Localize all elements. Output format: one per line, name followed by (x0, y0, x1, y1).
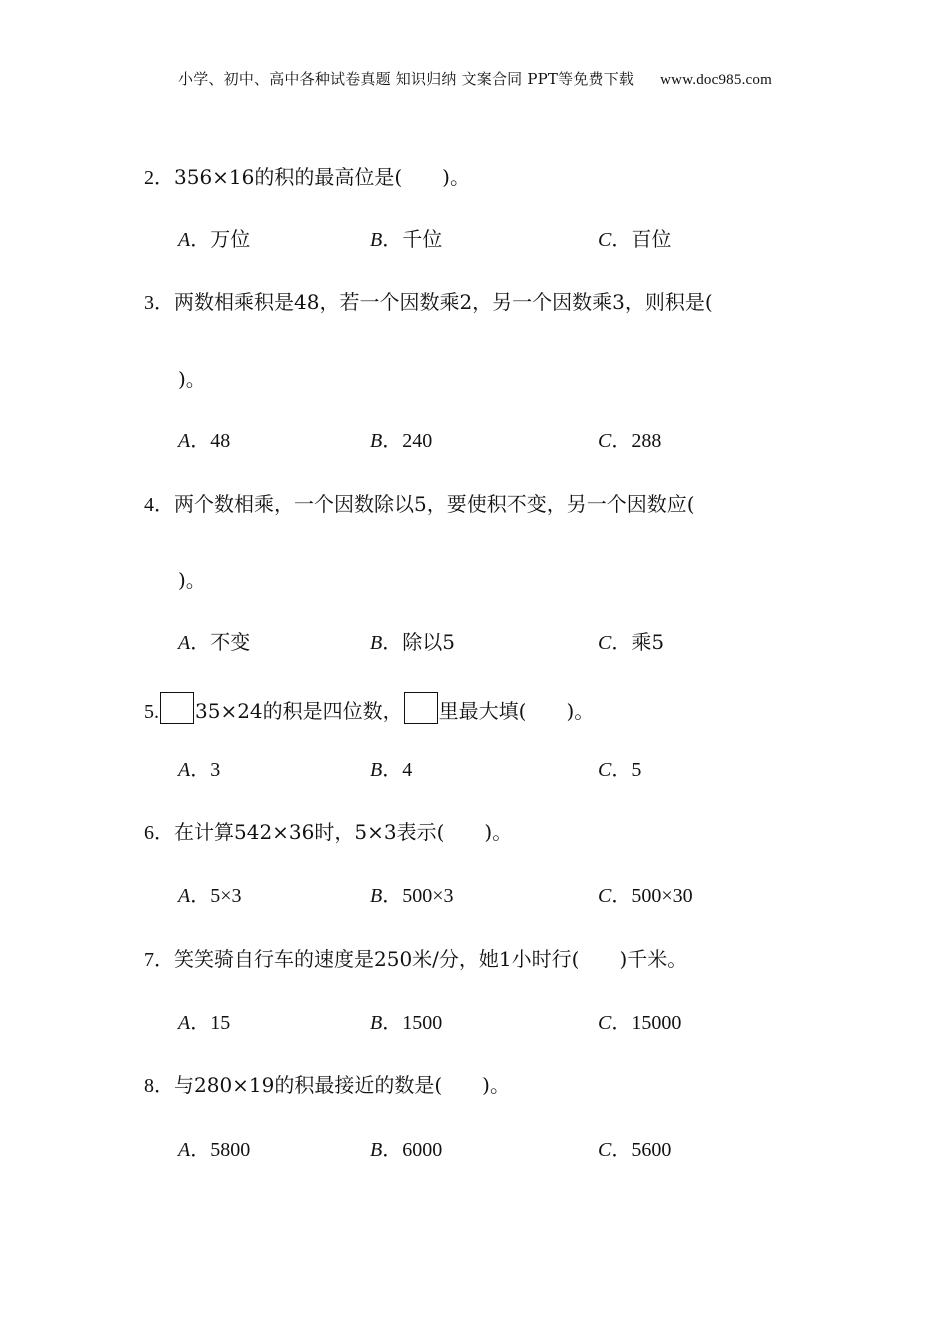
option-sep: ． (190, 428, 211, 452)
option-a (178, 226, 250, 253)
option-letter: B (370, 229, 383, 251)
option-c (598, 756, 641, 783)
question-6-stem (144, 819, 512, 846)
option-sep: ． (190, 227, 211, 251)
option-letter: C (598, 759, 612, 781)
question-number: 2． (144, 167, 174, 189)
option-sep: ． (611, 227, 632, 251)
option-letter: A (178, 229, 191, 251)
option-text: 百位 (631, 227, 672, 251)
option-letter: A (178, 430, 191, 452)
option-sep: ． (382, 428, 403, 452)
option-letter: C (598, 1012, 612, 1034)
option-a (178, 629, 250, 656)
option-sep: ． (190, 630, 211, 654)
question-number: 4． (144, 494, 174, 516)
option-letter: C (598, 229, 612, 251)
header-site: www.doc985.com (660, 72, 772, 88)
option-text: 5800 (210, 1139, 251, 1161)
option-a (178, 1136, 250, 1163)
option-sep: ． (611, 1137, 632, 1161)
option-sep: ． (611, 757, 632, 781)
option-b (370, 756, 412, 783)
option-letter: C (598, 885, 612, 907)
option-letter: B (370, 430, 383, 452)
option-sep: ． (611, 428, 632, 452)
question-number: 8． (144, 1075, 174, 1097)
question-3-stem-cont: )。 (178, 367, 206, 391)
option-b (370, 1136, 442, 1163)
option-text: 5 (631, 759, 642, 781)
question-text: 在计算542×36时，5×3表示( )。 (174, 820, 513, 844)
option-sep: ． (382, 757, 403, 781)
option-letter: B (370, 885, 383, 907)
option-text: 1500 (402, 1012, 443, 1034)
option-a (178, 1009, 230, 1036)
question-text: 笑笑骑自行车的速度是250米/分，她1小时行( )千米。 (174, 947, 688, 971)
option-letter: B (370, 759, 383, 781)
header-text: 小学、初中、高中各种试卷真题 知识归纳 文案合同 PPT等免费下载 (178, 70, 635, 88)
option-sep: ． (382, 883, 403, 907)
option-text: 15000 (631, 1012, 682, 1034)
option-sep: ． (611, 630, 632, 654)
option-letter: A (178, 1012, 191, 1034)
option-letter: B (370, 632, 383, 654)
option-letter: A (178, 885, 191, 907)
option-b (370, 427, 432, 454)
option-sep: ． (190, 883, 211, 907)
option-sep: ． (611, 1010, 632, 1034)
page-header (0, 68, 950, 89)
question-number: 6． (144, 822, 174, 844)
option-letter: C (598, 632, 612, 654)
option-text: 5×3 (210, 885, 242, 907)
question-7-stem (144, 946, 687, 973)
option-c (598, 1009, 681, 1036)
option-c (598, 226, 671, 253)
option-text: 除以5 (402, 630, 455, 654)
option-text: 500×30 (631, 885, 693, 907)
option-letter: A (178, 1139, 191, 1161)
question-text: 两个数相乘，一个因数除以5，要使积不变，另一个因数应( (174, 492, 695, 516)
question-3-stem (144, 289, 713, 316)
blank-box (404, 692, 438, 724)
option-letter: C (598, 430, 612, 452)
option-b (370, 1009, 442, 1036)
option-sep: ． (382, 227, 403, 251)
question-5-stem (144, 692, 594, 725)
option-c (598, 882, 693, 909)
option-sep: ． (611, 883, 632, 907)
option-sep: ． (382, 630, 403, 654)
option-text: 500×3 (402, 885, 454, 907)
option-text: 5600 (631, 1139, 672, 1161)
option-b (370, 629, 455, 656)
question-4-stem-cont: )。 (178, 568, 206, 592)
option-text: 15 (210, 1012, 231, 1034)
blank-box (160, 692, 194, 724)
question-number: 5. (144, 701, 159, 723)
option-text: 不变 (210, 630, 251, 654)
option-letter: B (370, 1012, 383, 1034)
option-text: 万位 (210, 227, 251, 251)
question-8-stem (144, 1072, 510, 1099)
option-text: 乘5 (631, 630, 665, 654)
question-number: 7． (144, 949, 174, 971)
question-text-part1: 35×24的积是四位数， (195, 699, 403, 723)
option-c (598, 629, 664, 656)
option-letter: C (598, 1139, 612, 1161)
option-text: 288 (631, 430, 662, 452)
option-sep: ． (382, 1137, 403, 1161)
option-sep: ． (190, 1137, 211, 1161)
option-a (178, 427, 230, 454)
option-letter: A (178, 632, 191, 654)
option-sep: ． (190, 757, 211, 781)
option-b (370, 226, 442, 253)
option-text: 6000 (402, 1139, 443, 1161)
option-b (370, 882, 454, 909)
option-text: 千位 (402, 227, 443, 251)
option-a (178, 882, 242, 909)
option-sep: ． (190, 1010, 211, 1034)
question-text: 两数相乘积是48，若一个因数乘2，另一个因数乘3，则积是( (174, 290, 713, 314)
option-letter: A (178, 759, 191, 781)
question-text: 与280×19的积最接近的数是( )。 (174, 1073, 510, 1097)
option-sep: ． (382, 1010, 403, 1034)
question-2-stem (144, 164, 470, 191)
option-c (598, 427, 661, 454)
question-4-stem (144, 491, 695, 518)
option-c (598, 1136, 671, 1163)
option-text: 48 (210, 430, 231, 452)
question-number: 3． (144, 292, 174, 314)
question-text-part2: 里最大填( )。 (438, 699, 595, 723)
option-a (178, 756, 220, 783)
question-text: 356×16的积的最高位是( )。 (174, 165, 470, 189)
option-text: 240 (402, 430, 433, 452)
option-letter: B (370, 1139, 383, 1161)
option-text: 4 (402, 759, 413, 781)
option-text: 3 (210, 759, 221, 781)
